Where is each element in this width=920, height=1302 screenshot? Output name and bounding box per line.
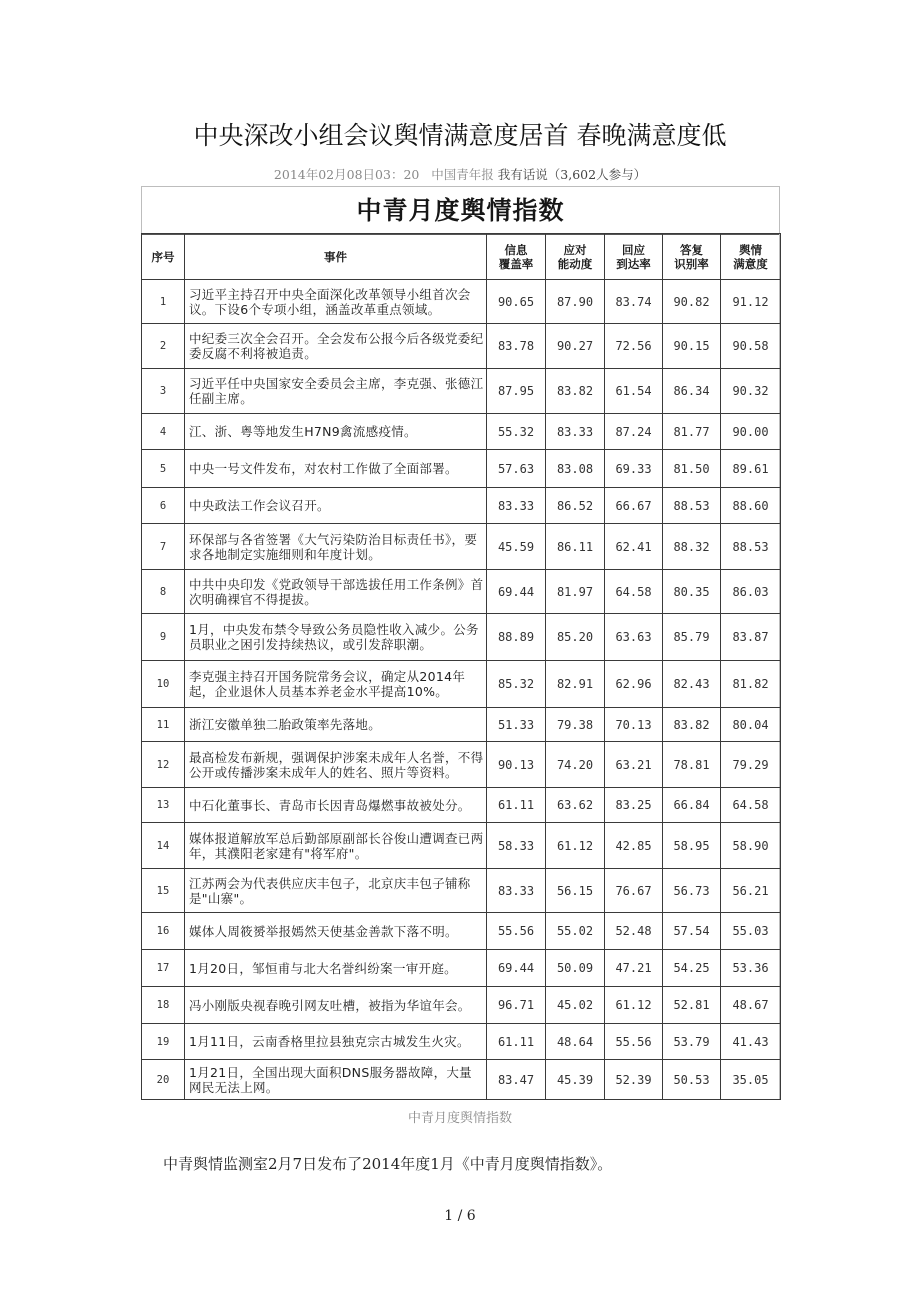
satisfaction-value: 53.36 — [721, 950, 781, 987]
coverage-value: 90.65 — [487, 280, 546, 324]
event-description: 中央一号文件发布，对农村工作做了全面部署。 — [185, 450, 487, 488]
initiative-value: 79.38 — [546, 708, 605, 742]
event-description: 1月11日，云南香格里拉县独克宗古城发生火灾。 — [185, 1024, 487, 1060]
initiative-value: 86.52 — [546, 488, 605, 524]
recognition-value: 88.53 — [663, 488, 721, 524]
reach-value: 83.25 — [605, 788, 663, 823]
recognition-value: 54.25 — [663, 950, 721, 987]
coverage-value: 83.78 — [487, 324, 546, 369]
initiative-value: 87.90 — [546, 280, 605, 324]
event-description: 习近平主持召开中央全面深化改革领导小组首次会议。下设6个专项小组，涵盖改革重点领域。 — [185, 280, 487, 324]
table-row — [142, 280, 781, 324]
initiative-value: 74.20 — [546, 742, 605, 788]
table-row — [142, 823, 781, 869]
table-row — [142, 1060, 781, 1100]
initiative-value: 83.08 — [546, 450, 605, 488]
satisfaction-value: 55.03 — [721, 913, 781, 950]
reach-value: 47.21 — [605, 950, 663, 987]
recognition-value: 57.54 — [663, 913, 721, 950]
coverage-value: 55.32 — [487, 414, 546, 450]
reach-value: 61.12 — [605, 987, 663, 1024]
coverage-value: 83.33 — [487, 869, 546, 913]
table-row — [142, 869, 781, 913]
recognition-value: 58.95 — [663, 823, 721, 869]
column-header-recognition: 答复 识别率 — [663, 234, 721, 280]
recognition-value: 82.43 — [663, 661, 721, 708]
initiative-value: 48.64 — [546, 1024, 605, 1060]
recognition-value: 80.35 — [663, 570, 721, 614]
event-description: 1月21日，全国出现大面积DNS服务器故障，大量网民无法上网。 — [185, 1060, 487, 1100]
initiative-value: 56.15 — [546, 869, 605, 913]
event-description: 媒体人周筱赟举报嫣然天使基金善款下落不明。 — [185, 913, 487, 950]
reach-value: 76.67 — [605, 869, 663, 913]
event-description: 中央政法工作会议召开。 — [185, 488, 487, 524]
table-title: 中青月度舆情指数 — [142, 187, 779, 235]
recognition-value: 52.81 — [663, 987, 721, 1024]
satisfaction-value: 35.05 — [721, 1060, 781, 1100]
initiative-value: 85.20 — [546, 614, 605, 661]
column-header-no: 序号 — [142, 234, 185, 280]
recognition-value: 66.84 — [663, 788, 721, 823]
reach-value: 87.24 — [605, 414, 663, 450]
table-row — [142, 661, 781, 708]
initiative-value: 55.02 — [546, 913, 605, 950]
row-number: 1 — [142, 280, 185, 324]
row-number: 5 — [142, 450, 185, 488]
initiative-value: 83.82 — [546, 369, 605, 414]
article-headline: 中央深改小组会议舆情满意度居首 春晚满意度低 — [193, 121, 727, 150]
table-row — [142, 488, 781, 524]
event-description: 李克强主持召开国务院常务会议，确定从2014年起，企业退休人员基本养老金水平提高10%。 — [185, 661, 487, 708]
recognition-value: 85.79 — [663, 614, 721, 661]
table-row — [142, 614, 781, 661]
table-row — [142, 570, 781, 614]
coverage-value: 87.95 — [487, 369, 546, 414]
coverage-value: 55.56 — [487, 913, 546, 950]
recognition-value: 90.82 — [663, 280, 721, 324]
coverage-value: 51.33 — [487, 708, 546, 742]
coverage-value: 96.71 — [487, 987, 546, 1024]
table-header-row — [142, 234, 781, 280]
reach-value: 63.63 — [605, 614, 663, 661]
satisfaction-value: 88.53 — [721, 524, 781, 570]
coverage-value: 57.63 — [487, 450, 546, 488]
satisfaction-value: 80.04 — [721, 708, 781, 742]
satisfaction-value: 48.67 — [721, 987, 781, 1024]
row-number: 8 — [142, 570, 185, 614]
row-number: 11 — [142, 708, 185, 742]
event-description: 中纪委三次全会召开。全会发布公报今后各级党委纪委反腐不利将被追责。 — [185, 324, 487, 369]
recognition-value: 86.34 — [663, 369, 721, 414]
row-number: 2 — [142, 324, 185, 369]
row-number: 3 — [142, 369, 185, 414]
event-description: 中共中央印发《党政领导干部选拔任用工作条例》首次明确裸官不得提拔。 — [185, 570, 487, 614]
comment-link[interactable]: 我有话说（3,602人参与） — [497, 167, 647, 182]
coverage-value: 61.11 — [487, 788, 546, 823]
recognition-value: 90.15 — [663, 324, 721, 369]
row-number: 16 — [142, 913, 185, 950]
body-paragraph: 中青舆情监测室2月7日发布了2014年度1月《中青月度舆情指数》。 — [163, 1155, 613, 1173]
column-header-event: 事件 — [185, 234, 487, 280]
satisfaction-value: 90.58 — [721, 324, 781, 369]
publish-datetime: 2014年02月08日03：20 — [273, 167, 420, 182]
page-indicator: 1 / 6 — [444, 1208, 476, 1224]
initiative-value: 61.12 — [546, 823, 605, 869]
initiative-value: 86.11 — [546, 524, 605, 570]
initiative-value: 63.62 — [546, 788, 605, 823]
row-number: 20 — [142, 1060, 185, 1100]
coverage-value: 58.33 — [487, 823, 546, 869]
coverage-value: 85.32 — [487, 661, 546, 708]
coverage-value: 61.11 — [487, 1024, 546, 1060]
event-description: 1月，中央发布禁令导致公务员隐性收入减少。公务员职业之困引发持续热议，或引发辞职潮。 — [185, 614, 487, 661]
coverage-value: 45.59 — [487, 524, 546, 570]
table-row — [142, 788, 781, 823]
satisfaction-value: 90.00 — [721, 414, 781, 450]
satisfaction-value: 90.32 — [721, 369, 781, 414]
reach-value: 61.54 — [605, 369, 663, 414]
satisfaction-value: 79.29 — [721, 742, 781, 788]
index-table-figure — [141, 186, 780, 1100]
coverage-value: 88.89 — [487, 614, 546, 661]
table-row — [142, 987, 781, 1024]
reach-value: 62.96 — [605, 661, 663, 708]
row-number: 13 — [142, 788, 185, 823]
satisfaction-value: 81.82 — [721, 661, 781, 708]
reach-value: 66.67 — [605, 488, 663, 524]
row-number: 6 — [142, 488, 185, 524]
satisfaction-value: 83.87 — [721, 614, 781, 661]
row-number: 14 — [142, 823, 185, 869]
row-number: 10 — [142, 661, 185, 708]
satisfaction-value: 41.43 — [721, 1024, 781, 1060]
table-row — [142, 450, 781, 488]
reach-value: 83.74 — [605, 280, 663, 324]
initiative-value: 90.27 — [546, 324, 605, 369]
table-row — [142, 324, 781, 369]
source-name: 中国青年报 — [431, 167, 494, 182]
satisfaction-value: 58.90 — [721, 823, 781, 869]
event-description: 冯小刚版央视春晚引网友吐槽，被指为华谊年会。 — [185, 987, 487, 1024]
coverage-value: 83.47 — [487, 1060, 546, 1100]
initiative-value: 45.39 — [546, 1060, 605, 1100]
coverage-value: 69.44 — [487, 570, 546, 614]
satisfaction-value: 64.58 — [721, 788, 781, 823]
reach-value: 72.56 — [605, 324, 663, 369]
event-description: 1月20日，邹恒甫与北大名誉纠纷案一审开庭。 — [185, 950, 487, 987]
recognition-value: 53.79 — [663, 1024, 721, 1060]
event-description: 浙江安徽单独二胎政策率先落地。 — [185, 708, 487, 742]
reach-value: 42.85 — [605, 823, 663, 869]
table-row — [142, 369, 781, 414]
table-row — [142, 913, 781, 950]
row-number: 12 — [142, 742, 185, 788]
recognition-value: 56.73 — [663, 869, 721, 913]
row-number: 18 — [142, 987, 185, 1024]
satisfaction-value: 91.12 — [721, 280, 781, 324]
reach-value: 69.33 — [605, 450, 663, 488]
satisfaction-value: 89.61 — [721, 450, 781, 488]
coverage-value: 90.13 — [487, 742, 546, 788]
row-number: 4 — [142, 414, 185, 450]
row-number: 19 — [142, 1024, 185, 1060]
event-description: 江苏两会为代表供应庆丰包子，北京庆丰包子铺称是"山寨"。 — [185, 869, 487, 913]
table-row — [142, 708, 781, 742]
article-byline — [0, 166, 920, 184]
column-header-satisfaction: 舆情 满意度 — [721, 234, 781, 280]
row-number: 9 — [142, 614, 185, 661]
event-description: 中石化董事长、青岛市长因青岛爆燃事故被处分。 — [185, 788, 487, 823]
reach-value: 64.58 — [605, 570, 663, 614]
column-header-coverage: 信息 覆盖率 — [487, 234, 546, 280]
event-description: 习近平任中央国家安全委员会主席，李克强、张德江任副主席。 — [185, 369, 487, 414]
reach-value: 62.41 — [605, 524, 663, 570]
table-row — [142, 524, 781, 570]
recognition-value: 50.53 — [663, 1060, 721, 1100]
initiative-value: 81.97 — [546, 570, 605, 614]
event-description: 媒体报道解放军总后勤部原副部长谷俊山遭调查已两年，其濮阳老家建有"将军府"。 — [185, 823, 487, 869]
column-header-initiative: 应对 能动度 — [546, 234, 605, 280]
satisfaction-value: 88.60 — [721, 488, 781, 524]
table-row — [142, 414, 781, 450]
sentiment-index-table — [141, 233, 781, 1100]
event-description: 最高检发布新规，强调保护涉案未成年人名誉，不得公开或传播涉案未成年人的姓名、照片等资料。 — [185, 742, 487, 788]
reach-value: 63.21 — [605, 742, 663, 788]
recognition-value: 81.50 — [663, 450, 721, 488]
row-number: 7 — [142, 524, 185, 570]
initiative-value: 45.02 — [546, 987, 605, 1024]
event-description: 环保部与各省签署《大气污染防治目标责任书》，要求各地制定实施细则和年度计划。 — [185, 524, 487, 570]
initiative-value: 82.91 — [546, 661, 605, 708]
row-number: 15 — [142, 869, 185, 913]
recognition-value: 88.32 — [663, 524, 721, 570]
column-header-reach: 回应 到达率 — [605, 234, 663, 280]
initiative-value: 50.09 — [546, 950, 605, 987]
reach-value: 55.56 — [605, 1024, 663, 1060]
table-row — [142, 950, 781, 987]
satisfaction-value: 56.21 — [721, 869, 781, 913]
event-description: 江、浙、粤等地发生H7N9禽流感疫情。 — [185, 414, 487, 450]
recognition-value: 83.82 — [663, 708, 721, 742]
coverage-value: 83.33 — [487, 488, 546, 524]
recognition-value: 78.81 — [663, 742, 721, 788]
initiative-value: 83.33 — [546, 414, 605, 450]
reach-value: 52.39 — [605, 1060, 663, 1100]
recognition-value: 81.77 — [663, 414, 721, 450]
figure-caption: 中青月度舆情指数 — [407, 1111, 512, 1126]
reach-value: 70.13 — [605, 708, 663, 742]
coverage-value: 69.44 — [487, 950, 546, 987]
table-row — [142, 742, 781, 788]
reach-value: 52.48 — [605, 913, 663, 950]
row-number: 17 — [142, 950, 185, 987]
satisfaction-value: 86.03 — [721, 570, 781, 614]
table-row — [142, 1024, 781, 1060]
